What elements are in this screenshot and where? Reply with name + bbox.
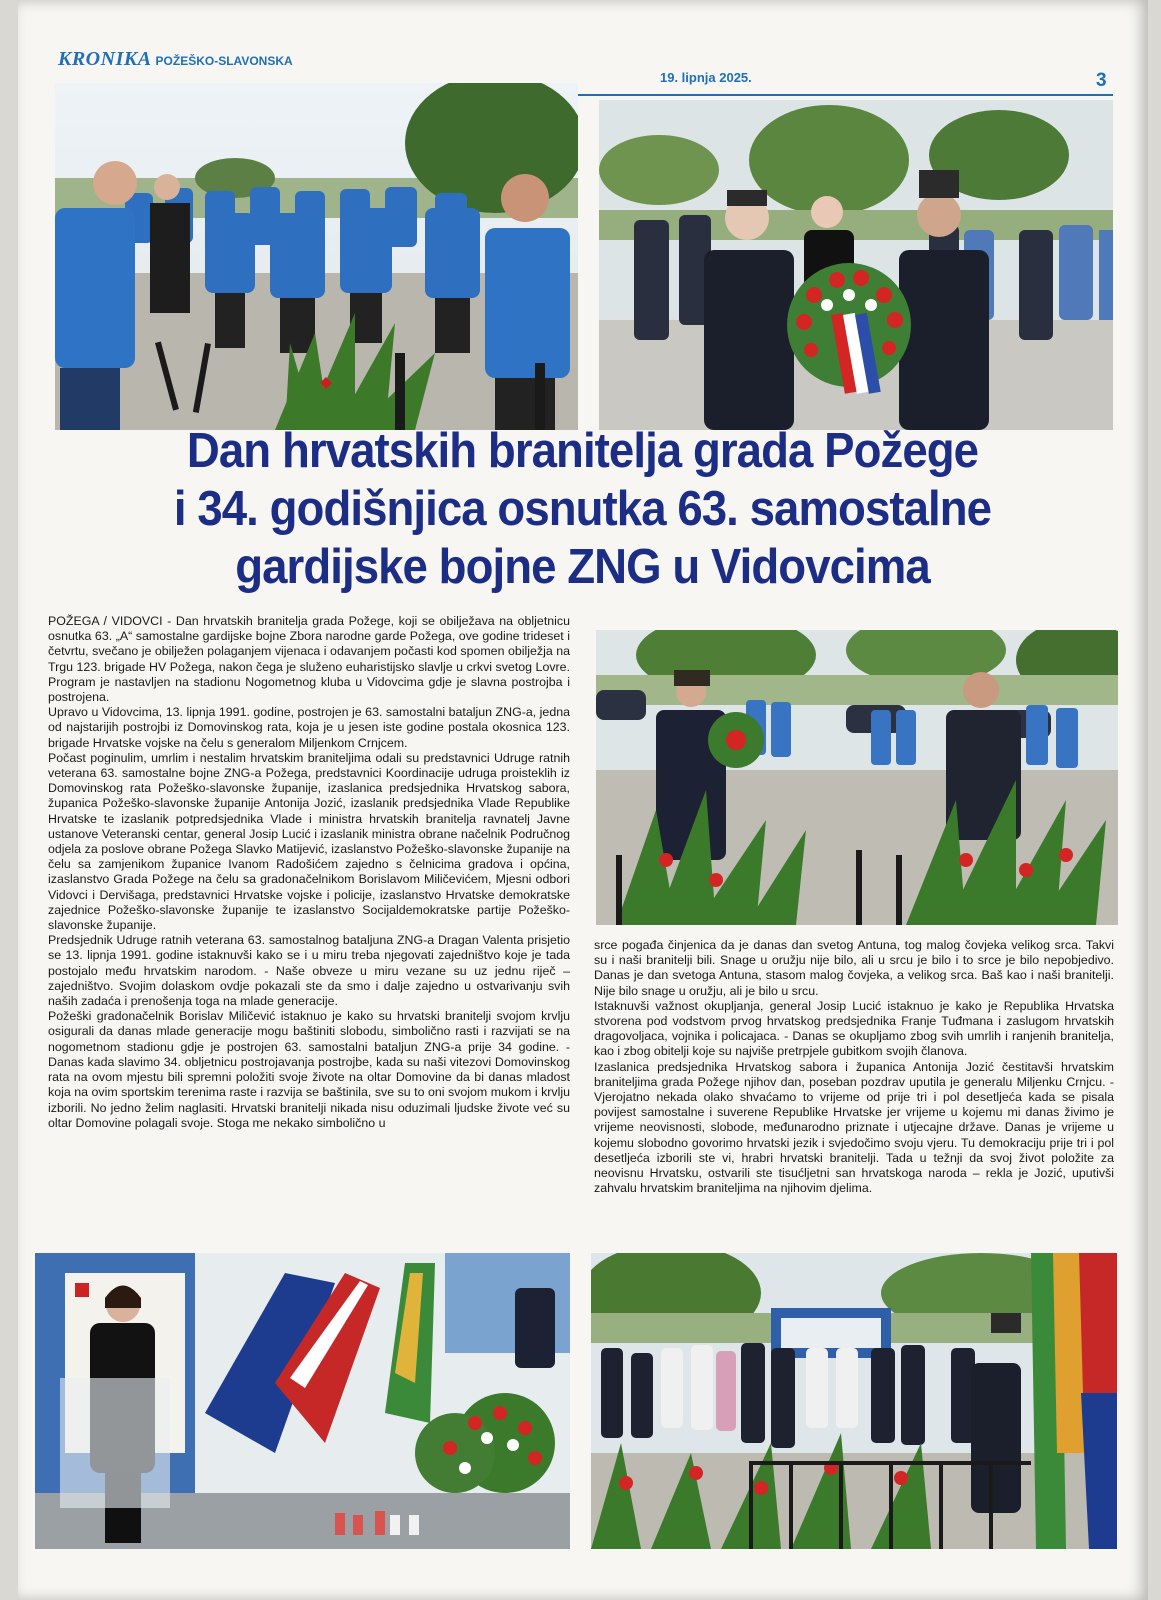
issue-date: 19. lipnja 2025. [660, 70, 752, 85]
paragraph: Upravo u Vidovcima, 13. lipnja 1991. godine, postrojen je 63. samostalni bataljun ZNG-a, jedna od najstarijih postrojbi iz Domovinskog rata, koja je u jesen iste godine postala okosnica 123. brigade Hrvatske vojske na čelu s generalom Miljenkom Crnjcem. [48, 705, 570, 750]
paragraph: srce pogađa činjenica da je danas dan svetog Antuna, tog malog čovjeka velikog srca. Takvi su i naši branitelji bili. Snage u oružju nije bilo, ali u srcu je bilo i to srce je bilo nepobjedivo. Danas je dan svetoga Antuna, stasom malog čovjeka, a velikog srca. Baš kao i naši branitelji. Nije bilo snage u oružju, ali je bilo u srcu. [594, 938, 1114, 998]
photo-guard-svg [596, 630, 1118, 925]
paragraph: Predsjednik Udruge ratnih veterana 63. samostalnog bataljuna ZNG-a Dragan Valenta prisjetio se 13. lipnja 1991. godine istaknuvši kako se i u miru treba njegovati zajedništvo koje je tada postojalo među hrvatskim narodom. - Naše obveze u miru vezane su uz jednu riječ – zajedništvo. Svojim dolaskom ovdje pokazali ste da smo i dalje zajedno u ostvarivanju svih naših zadaća i prenošenja toga na mlade generacije. [48, 933, 570, 1009]
photo-speaker-svg [35, 1253, 570, 1549]
photo-wreath-svg [599, 100, 1113, 430]
masthead [58, 48, 293, 70]
headline-line-1: Dan hrvatskih branitelja grada Požege [186, 424, 979, 478]
paragraph: Požeški gradonačelnik Borislav Miličević istaknuo je kako su hrvatski branitelji svojom krvlju osigurali da danas mlade generacije mogu baštiniti slobodu, simbolično rasti i razvijati se na nogometnom stadionu gdje je postrojen 63. samostalni bataljun ZNG-a prije 34 godine. - Danas kada slavimo 34. obljetnicu postrojavanja postrojbe, kada su naši vitezovi Domovinskog rata na ovom mjestu bili spremni položiti svoje živote na oltar Domovine da bi danas mladost koja na ovim sportskim terenima raste i razvija se baštinila, sve su to oni svojom mukom i krvlju izborili. No jedno želim naglasiti. Hrvatski branitelji nikada nisu oduzimali ljudske živote već su oltar Domovine polagali svoje. Stoga me nekako simbolično u [48, 1009, 570, 1130]
headline-line-3: gardijske bojne ZNG u Vidovcima [235, 540, 930, 594]
photo-veterans-blue-shirts [55, 83, 578, 430]
photo-crowd-svg [591, 1253, 1117, 1549]
article-right-column [594, 938, 1114, 1196]
masthead-region: POŽEŠKO-SLAVONSKA [155, 54, 293, 68]
photo-veterans-svg [55, 83, 578, 430]
headline-line-2: i 34. godišnjica osnutka 63. samostalne [173, 482, 992, 536]
paragraph: Istaknuvši važnost okupljanja, general Josip Lucić istaknuo je kako je Republika Hrvatska stvorena pod vodstvom prvog hrvatskog predsjednika Franje Tuđmana i zaslugom hrvatskih dragovoljaca, vojnika i policajaca. - Danas se okupljamo zbog svih umrlih i ranjenih branitelja, kao i zbog obitelji koje su najviše pretrpjele gubitkom svojih članova. [594, 998, 1114, 1059]
paragraph: Počast poginulim, umrlim i nestalim hrvatskim braniteljima odali su predstavnici Udruge ratnih veterana 63. samostalne bojne ZNG-a Požega, predstavnici Koordinacije udruga proisteklih iz Domovinskog rata Požeško-slavonske županije, izaslanica predsjednika Hrvatskog sabora, županica Požeško-slavonske županije Antonija Jozić, izaslanik predsjednika Vlade Republike Hrvatske te izaslanik potpredsjednika Vlade i ministra hrvatskih branitelja ravnatelj Javne ustanove Veteranski centar, general Josip Lucić i izaslanik ministra obrane načelnik Područnog odjela za poslove obrane Požega Slavko Matijević, izaslanstvo Požeško-slavonske županije na čelu sa zamjenikom županice Ivanom Radošićem zajedno s čelnicima gradova i općina, izaslanstvo Grada Požege na čelu sa gradonačelnikom Borislavom Miličevićem, Mjesni odbori Vidovci i Dervišaga, predstavnici Hrvatske vojske i policije, izaslanstvo Hrvatske demokratske zajednice Požeško-slavonske županije te izaslanstvo Socijaldemokratske partije Požeško-slavonske županije. [48, 750, 570, 933]
photo-speaker-podium [35, 1253, 570, 1549]
paragraph: Izaslanica predsjednika Hrvatskog sabora i županica Antonija Jozić čestitavši hrvatskim braniteljima grada Požege njihov dan, poseban pozdrav uputila je generalu Miljenku Crnjcu. - Vjerojatno nekada olako shvaćamo to vrijeme od prije tri i pol desetljeća kada se pisala povijest samostalne i suverene Republike Hrvatske jer vrijeme u kojemu mi danas živimo je vrijeme neovisnosti, slobode, međunarodno priznate i utjecajne države. Danas je vrijeme u kojemu slobodno govorimo hrvatski jezik i svjedočimo svoju vjeru. Tu demokraciju prije tri i pol desetljeća izborili ste vi, hrabri hrvatski branitelji. Tada u težnji da svoj život položite za neovisnu Hrvatsku, ostvarili ste tisućljetni san hrvatskoga naroda – rekla je Jozić, uputivši zahvalu hrvatskim braniteljima na njihovim djelima. [594, 1059, 1114, 1196]
page-number: 3 [1096, 70, 1107, 91]
masthead-title: KRONIKA [58, 48, 152, 70]
article-left-column [48, 614, 570, 1131]
paragraph: POŽEGA / VIDOVCI - Dan hrvatskih branitelja grada Požege, koji se obilježava na obljetnicu osnutka 63. „A“ samostalne gardijske bojne Zbora narodne garde Požega, ove godine trideset i četvrtu, svečano je obilježen polaganjem vijenaca i odavanjem počasti kod spomen obilježja na Trgu 123. brigade HV Požega, nakon čega je služeno euharistijsko slavlje u crkvi svetog Lovre. Program je nastavljen na stadionu Nogometnog kluba u Vidovcima gdje je slavna postrojba i postrojena. [48, 614, 570, 705]
article-headline [78, 422, 1087, 596]
photo-crowd-flags [591, 1253, 1117, 1549]
photo-wreath-laying [599, 100, 1113, 430]
photo-guard-wreaths [596, 630, 1118, 925]
